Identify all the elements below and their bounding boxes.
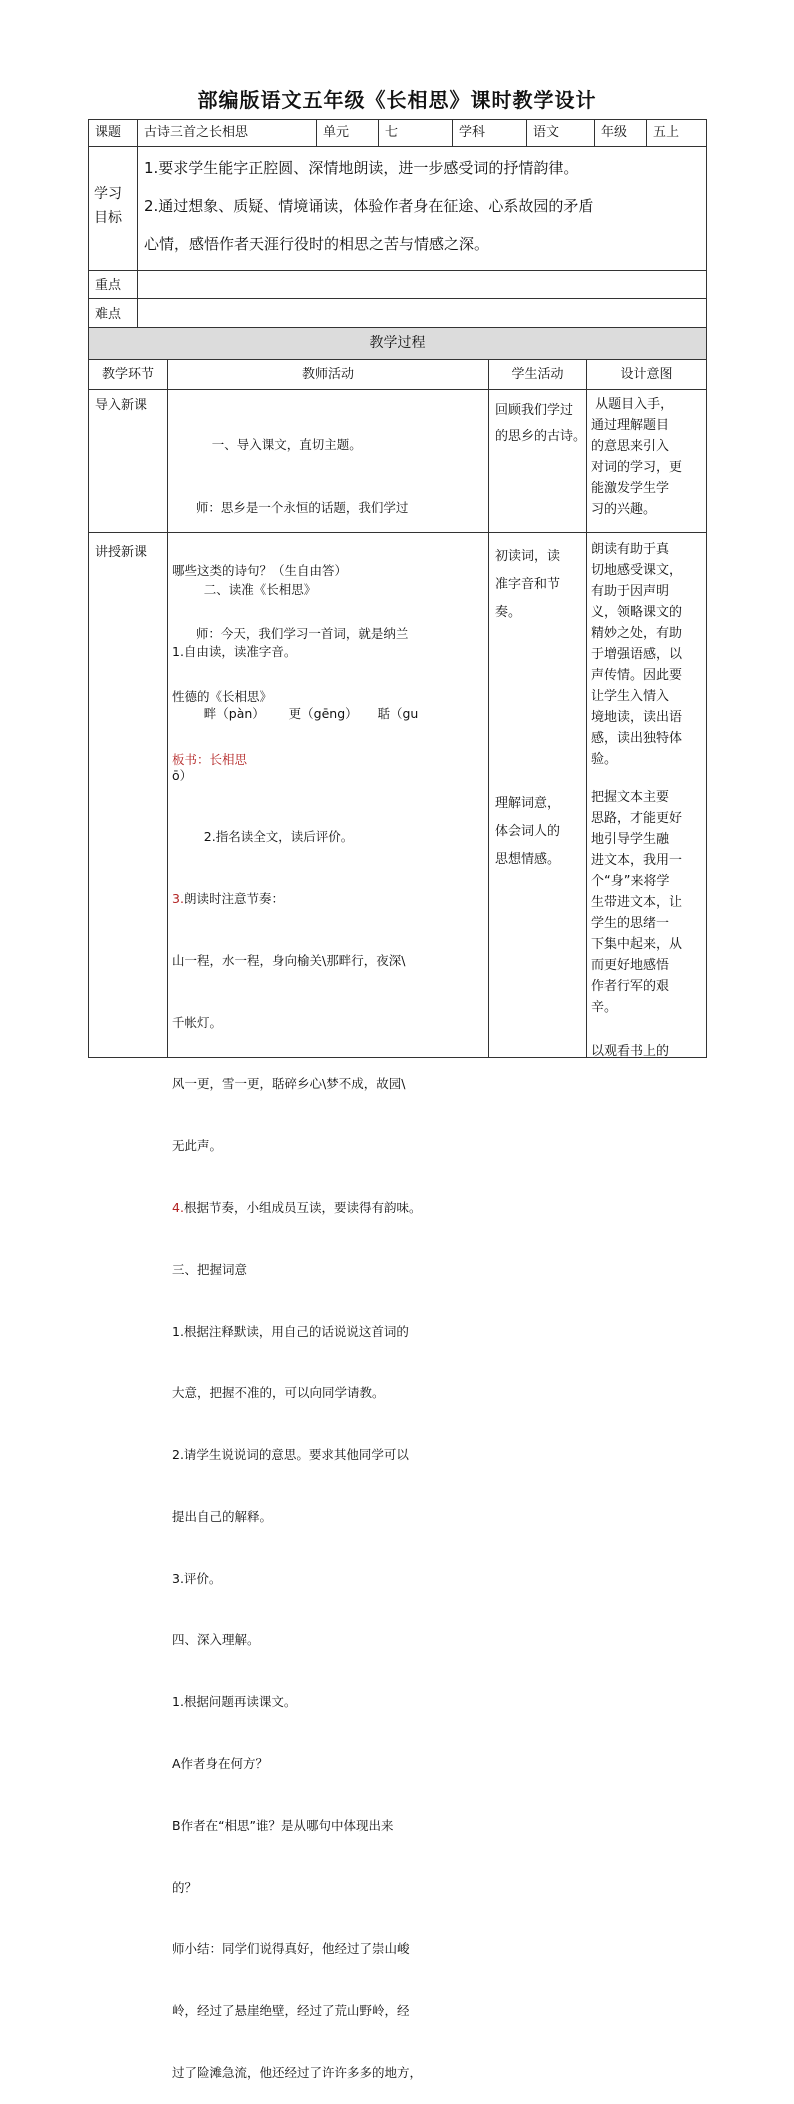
teacher-intro-line-1: 一、导入课文，直切主题。 [172, 437, 362, 452]
design-intent-continued: 以观看书上的 [591, 1044, 670, 1059]
teacher-line-20: A作者身在何方？ [172, 1756, 269, 1772]
stage-intro: 导入新课 [88, 389, 168, 533]
teacher-line-11 [172, 1198, 484, 1219]
grade-value: 五上 [646, 119, 707, 147]
board-writing: 板书：长相思 [172, 752, 248, 767]
teacher-line-3: 畔（pàn） 更（gēng） 聒（gu [172, 705, 419, 721]
col-design-header: 设计意图 [586, 359, 707, 390]
design-intent-text: 把握文本主要 思路，才能更好 地引导学生融 进文本，我用一 个“身”来将学 生带进文本，让 学生的思绪一 下集中起来，从 而更好地感悟 作者行军的艰 辛。 [591, 790, 683, 1015]
objectives-content [137, 146, 707, 271]
col-student-header: 学生活动 [488, 359, 587, 390]
difficulties-value [137, 298, 707, 328]
teacher-line-21: B作者在“相思”谁？是从哪句中体现出来 [172, 1817, 394, 1833]
teacher-line-7: 山一程，水一程，身向榆关\那畔行，夜深\ [172, 952, 406, 968]
teacher-line-23: 师小结：同学们说得真好，他经过了崇山峻 [172, 1941, 410, 1957]
subject-value: 语文 [526, 119, 595, 147]
teacher-line-12: 三、把握词意 [172, 1261, 248, 1277]
teacher-line-9: 风一更，雪一更，聒碎乡心\梦不成，故园\ [172, 1076, 406, 1092]
teacher-line-8: 千帐灯。 [172, 1014, 223, 1030]
teacher-line-18: 四、深入理解。 [172, 1632, 260, 1648]
stage-new-lesson: 讲授新课 [88, 532, 168, 1058]
key-points-label: 重点 [88, 270, 138, 299]
unit-value: 七 [378, 119, 453, 147]
teacher-line-10: 无此声。 [172, 1138, 223, 1154]
student-new-lesson [488, 532, 587, 1058]
student-activity-understand: 理解词意， 体会词人的 思想情感。 [495, 796, 561, 867]
objective-2b: 心情，感悟作者天涯行役时的相思之苦与情感之深。 [144, 235, 490, 253]
objective-2a: 2.通过想象、质疑、情境诵读，体验作者身在征途、心系故园的矛盾 [144, 197, 594, 215]
unit-label: 单元 [316, 119, 379, 147]
teacher-line-15: 2.请学生说说词的意思。要求其他同学可以 [172, 1447, 409, 1463]
grade-label: 年级 [594, 119, 647, 147]
teacher-line-17: 3.评价。 [172, 1570, 222, 1586]
teacher-line-22: 的？ [172, 1879, 198, 1895]
student-activity-read: 初读词，读 准字音和节 奏。 [495, 549, 561, 620]
teacher-line-4: ō） [172, 767, 193, 783]
teacher-new-lesson [167, 532, 489, 2080]
col-stage-header: 教学环节 [88, 359, 168, 390]
process-header: 教学过程 [88, 327, 707, 360]
teacher-line-1: 二、读准《长相思》 [172, 582, 317, 598]
teacher-intro-line-4: 师：今天，我们学习一首词，就是纳兰 [172, 626, 409, 641]
design-intro: 从题目入手， 通过理解题目 的意思来引入 对词的学习，更 能激发学生学 习的兴趣。 [586, 389, 707, 533]
teacher-intro-line-2: 师：思乡是一个永恒的话题，我们学过 [172, 500, 409, 515]
teacher-line-5: 2.指名读全文，读后评价。 [172, 829, 354, 845]
step-number-3: 3. [172, 891, 184, 907]
col-teacher-header: 教师活动 [167, 359, 489, 390]
teacher-line-11-text: 根据节奏，小组成员互读，要读得有韵味。 [183, 1200, 422, 1215]
teacher-line-24: 岭，经过了悬崖绝壁，经过了荒山野岭，经 [172, 2003, 410, 2019]
step-number-4: 4. [172, 1200, 184, 1215]
teacher-line-14: 大意，把握不准的，可以向同学请教。 [172, 1385, 385, 1401]
topic-label: 课题 [88, 119, 138, 147]
teacher-line-6-text: 朗读时注意节奏： [183, 891, 284, 907]
subject-label: 学科 [452, 119, 527, 147]
document-title: 部编版语文五年级《长相思》课时教学设计 [197, 88, 597, 112]
teacher-line-16: 提出自己的解释。 [172, 1508, 273, 1524]
difficulties-label: 难点 [88, 298, 138, 328]
teacher-line-6 [172, 889, 484, 910]
key-points-value [137, 270, 707, 299]
design-new-lesson [586, 532, 707, 1058]
teacher-line-19: 1.根据问题再读课文。 [172, 1694, 297, 1710]
teacher-intro-line-5: 性德的《长相思》 [172, 689, 273, 704]
teacher-intro-line-3: 哪些这类的诗句？（生自由答） [172, 563, 348, 578]
teacher-line-25: 过了险滩急流，他还经过了许许多多的地方， [172, 2064, 423, 2080]
student-intro: 回顾我们学过 的思乡的古诗。 [488, 389, 587, 533]
teacher-line-13: 1.根据注释默读，用自己的话说说这首词的 [172, 1323, 409, 1339]
objectives-label: 学习 目标 [88, 146, 138, 271]
topic-value: 古诗三首之长相思 [137, 119, 317, 147]
design-intent-reading: 朗读有助于真 切地感受课文， 有助于因声明 义，领略课文的 精妙之处，有助 于增强语感，以 声传情。因此要 让学生入情入 境地读，读出语 感，读出独特体 验。 [591, 542, 683, 767]
objective-1: 1.要求学生能字正腔圆、深情地朗读，进一步感受词的抒情韵律。 [144, 159, 579, 177]
teacher-line-2: 1.自由读，读准字音。 [172, 643, 297, 659]
